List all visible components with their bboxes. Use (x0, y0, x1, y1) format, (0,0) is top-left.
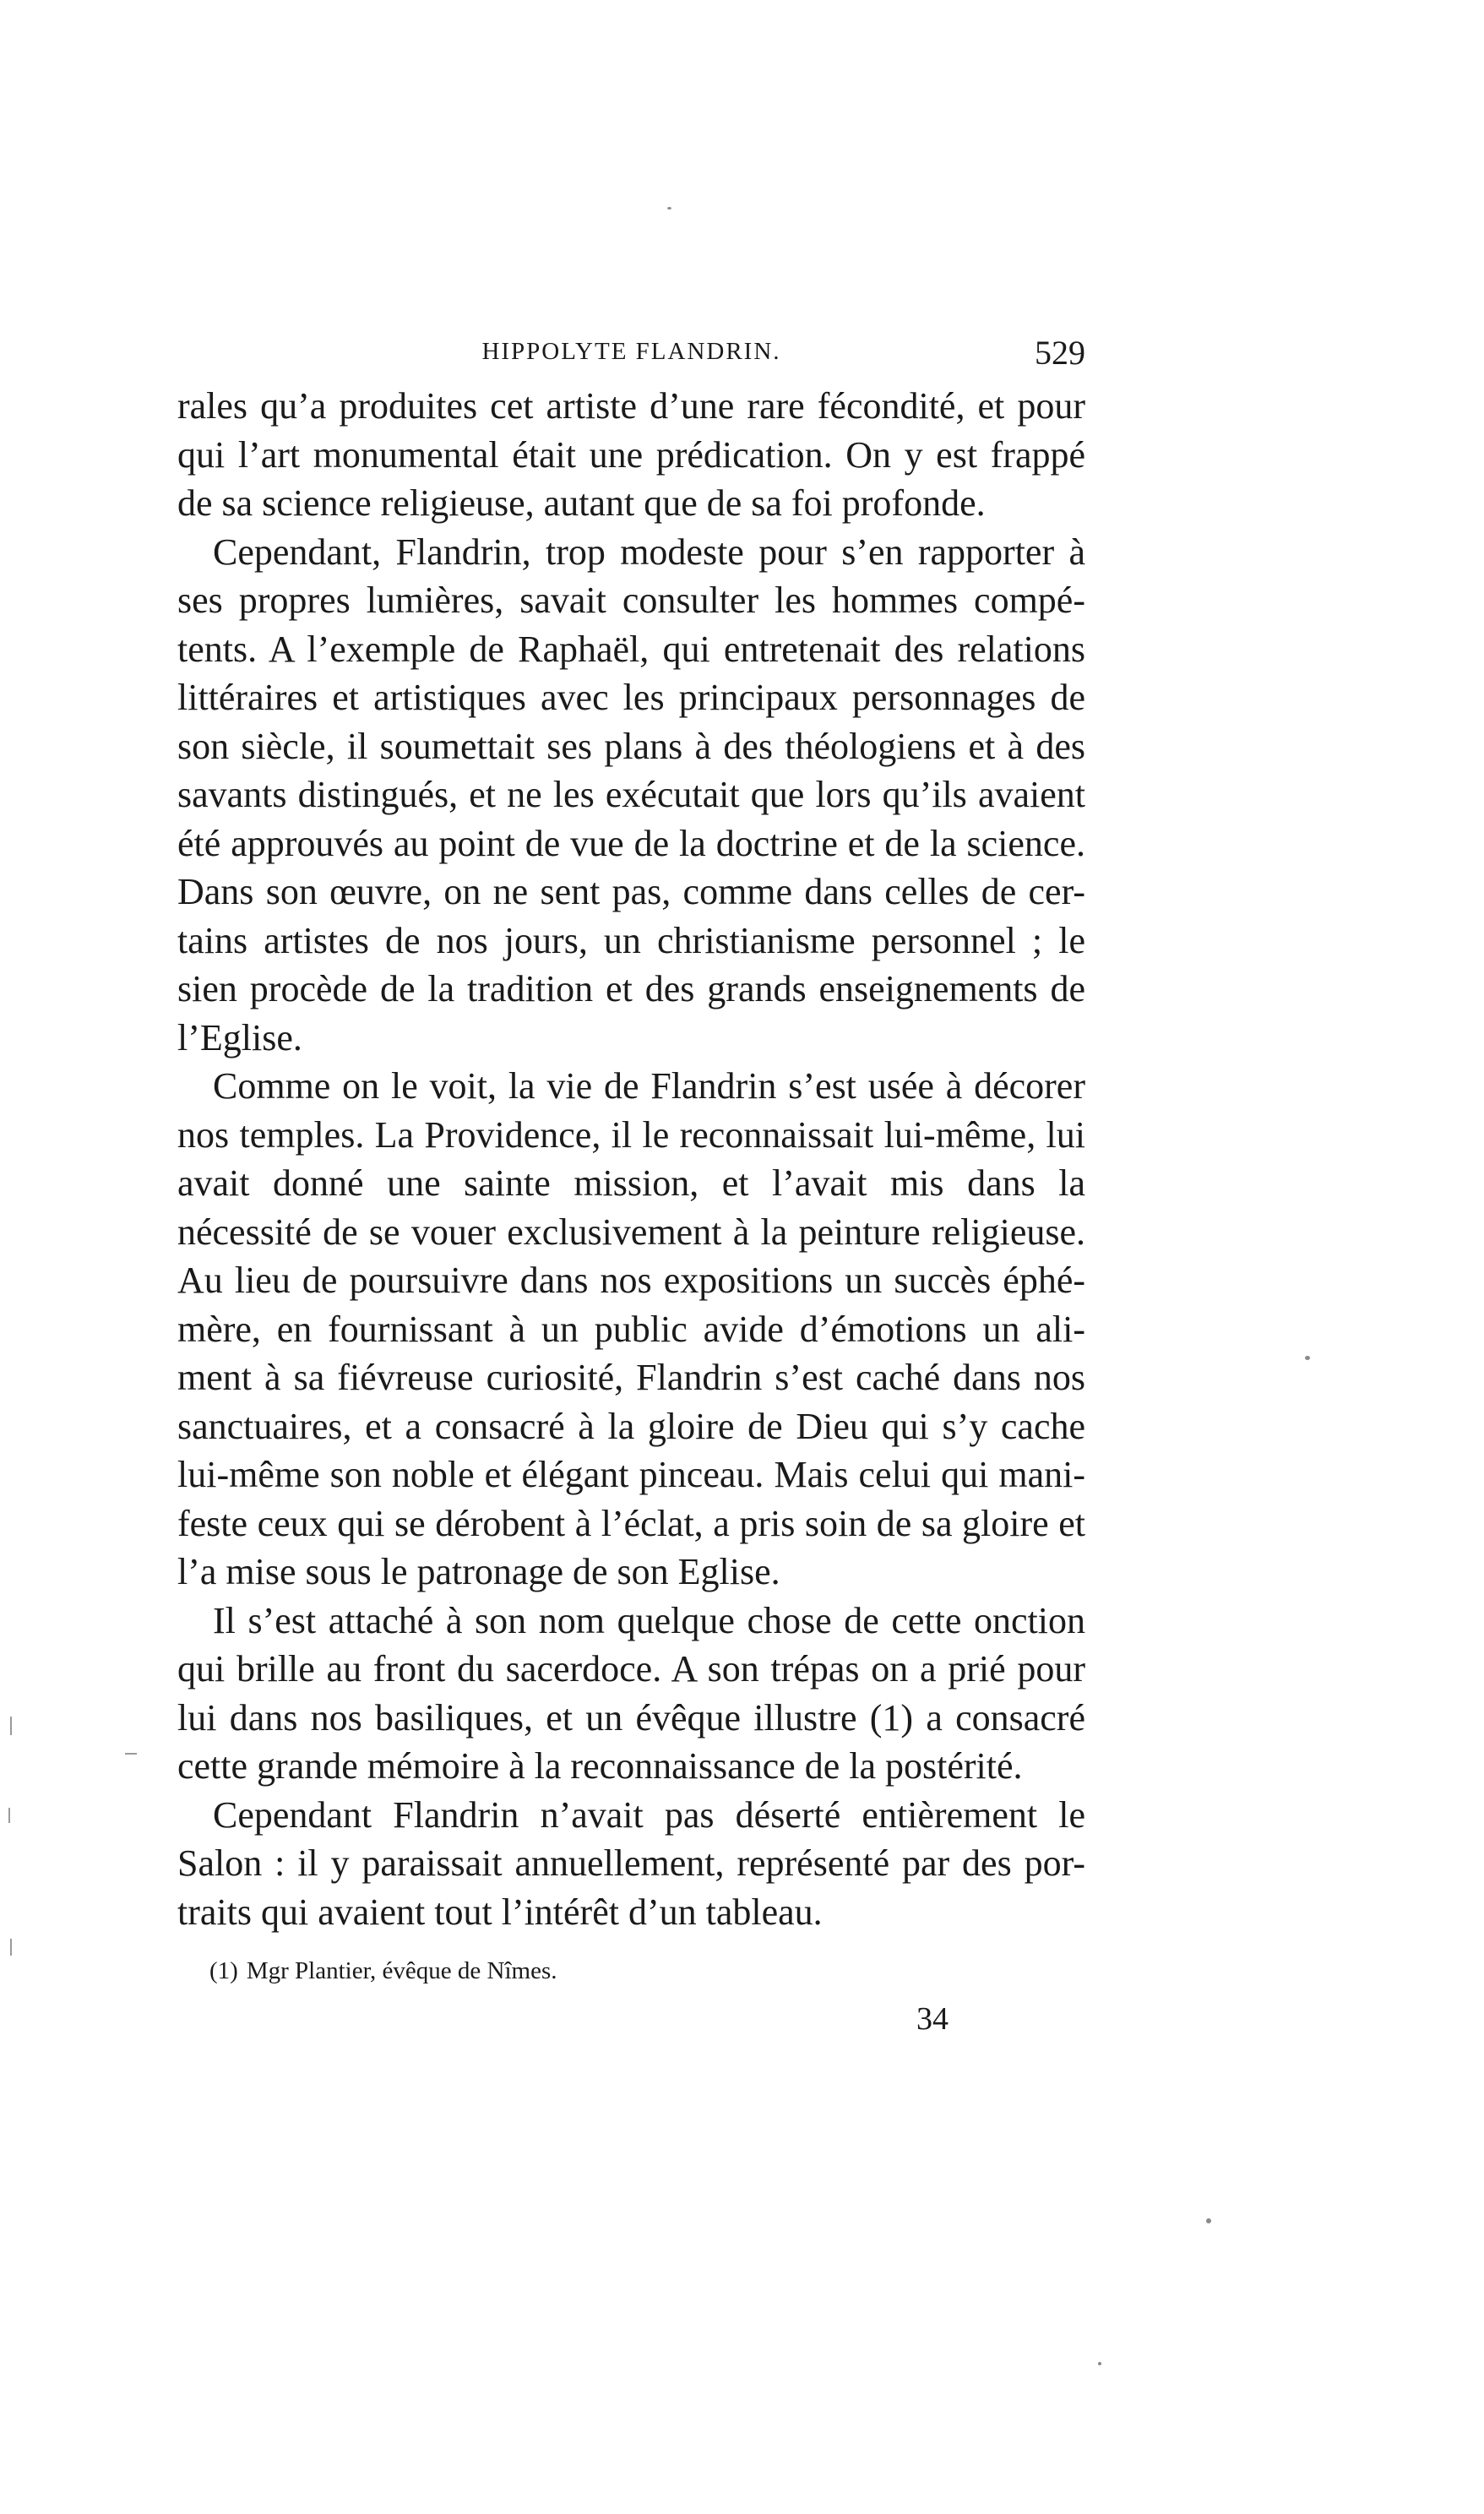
paragraph-5: Cependant Flandrin n’avait pas déserté entièrement le Salon : il y paraissait annuellement, représenté par des por-traits qui avaient tout l’intérêt d’un tableau. (177, 1793, 1085, 1933)
scan-tick (10, 1717, 12, 1735)
page-number: 529 (1035, 334, 1085, 372)
scan-speck (1305, 1356, 1310, 1360)
paragraph-1: rales qu’a produites cet artiste d’une rare fécondité, et pour qui l’art monumental était une prédication. On y est frappé de sa science religieuse, autant que de sa foi profonde. (177, 385, 1085, 524)
scan-speck (667, 207, 671, 210)
running-head (177, 334, 1085, 389)
scan-speck (1206, 2218, 1211, 2223)
paragraph-2: Cependant, Flandrin, trop modeste pour s’en rapporter à ses propres lumières, savait consulter les hommes compé-tents. A l’exemple de Raphaël, qui entretenait des relations littéraires et artistiques avec les principaux personnages de son siècle, il soumettait ses plans à des théologiens et à des savants distingués, et ne les exécutait que lors qu’ils avaient été approuvés au point de vue de la doctrine et de la science. Dans son œuvre, on ne sent pas, comme dans celles de cer-tains artistes de nos jours, un christianisme personnel ; le sien procède de la tradition et des grands enseignements de l’Eglise. (177, 531, 1085, 1058)
running-title: HIPPOLYTE FLANDRIN. (481, 338, 781, 365)
signature-mark: 34 (916, 2001, 949, 2037)
footnote-text: Mgr Plantier, évêque de Nîmes. (246, 1957, 557, 1984)
paragraph-4: Il s’est attaché à son nom quelque chose de cette onction qui brille au front du sacerdoce. A son trépas on a prié pour lui dans nos basiliques, et un évêque illustre (1) a consacré cette grande mémoire à la reconnaissance de la postérité. (177, 1599, 1085, 1787)
scan-tick (8, 1808, 10, 1823)
footnote (177, 1954, 1085, 1988)
paragraph-3: Comme on le voit, la vie de Flandrin s’est usée à décorer nos temples. La Providence, il le reconnaissait lui-même, lui avait donné une sainte mission, et l’avait mis dans la nécessité de se vouer exclusivement à la peinture religieuse. Au lieu de poursuivre dans nos expositions un succès éphé-mère, en fournissant à un public avide d’émotions un ali-ment à sa fiévreuse curiosité, Flandrin s’est caché dans nos sanctuaires, et a consacré à la gloire de Dieu qui s’y cache lui-même son noble et élégant pinceau. Mais celui qui mani-feste ceux qui se dérobent à l’éclat, a pris soin de sa gloire et l’a mise sous le patronage de son Eglise. (177, 1065, 1085, 1592)
body-text (177, 382, 1085, 1936)
scan-tick (125, 1753, 137, 1755)
scan-speck (1098, 2362, 1101, 2365)
footnote-mark: (1) (209, 1957, 238, 1984)
scan-tick (10, 1939, 12, 1956)
